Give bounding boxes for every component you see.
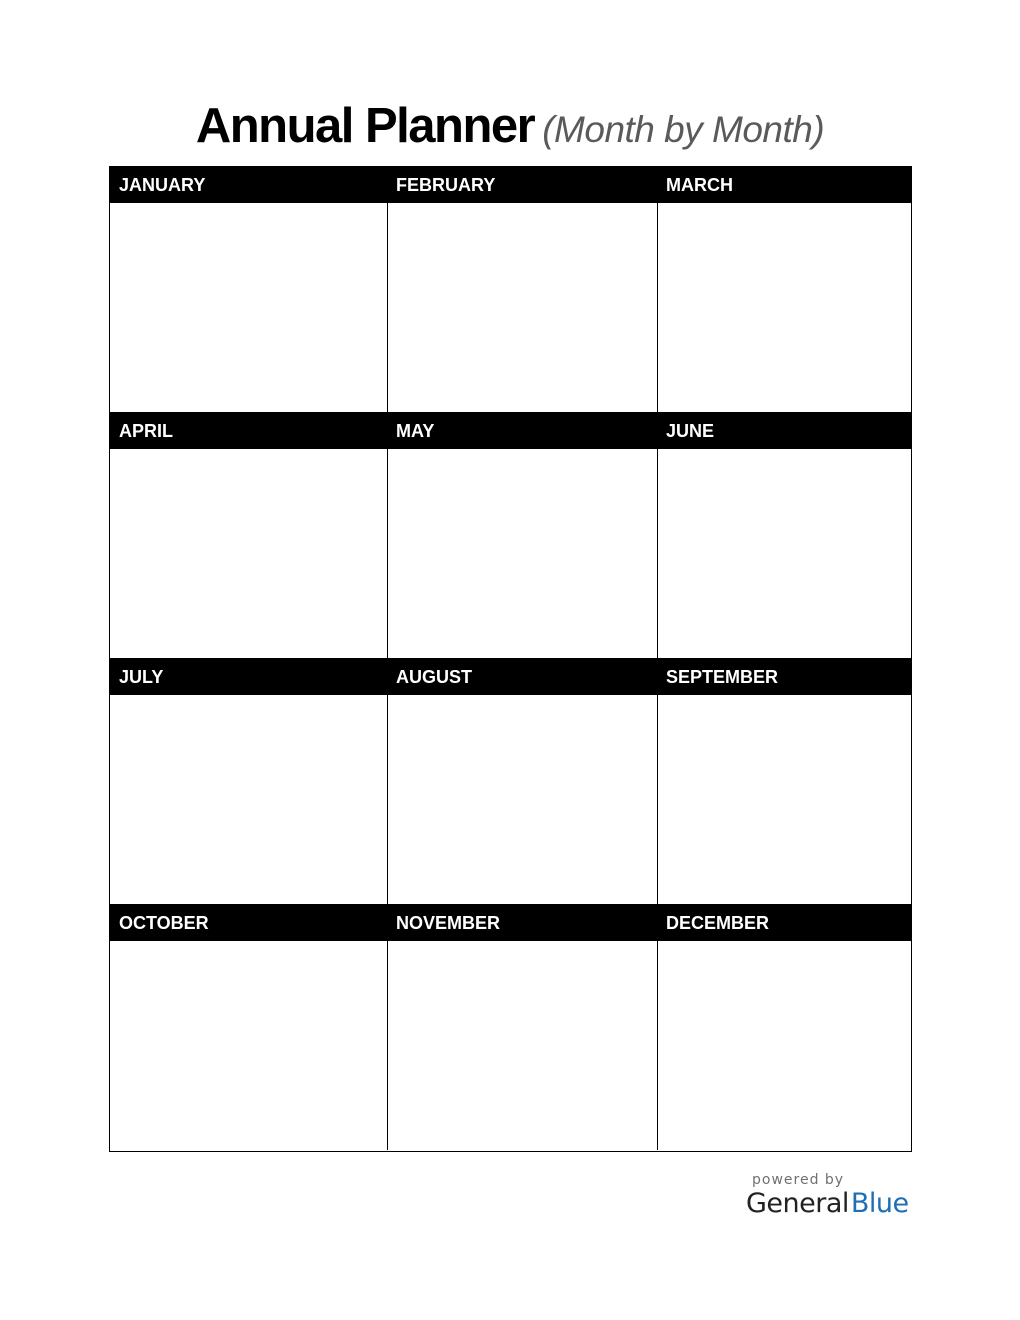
month-header — [387, 658, 657, 695]
month-notes-area[interactable] — [658, 695, 911, 904]
month-label: MAY — [396, 421, 435, 441]
month-row — [110, 904, 911, 1150]
month-cell-november — [387, 904, 657, 1150]
month-cell-december — [657, 904, 911, 1150]
month-cell-january — [110, 166, 387, 412]
month-header — [110, 658, 387, 695]
month-notes-area[interactable] — [110, 941, 387, 1150]
month-header — [110, 166, 387, 203]
month-label: NOVEMBER — [396, 913, 501, 933]
page-title — [0, 98, 1020, 154]
month-label: APRIL — [119, 421, 173, 441]
month-notes-area[interactable] — [388, 941, 657, 1150]
month-cell-october — [110, 904, 387, 1150]
month-cell-september — [657, 658, 911, 904]
month-notes-area[interactable] — [658, 941, 911, 1150]
brand-name-second: Blue — [850, 1188, 909, 1219]
month-notes-area[interactable] — [388, 695, 657, 904]
month-header — [110, 412, 387, 449]
month-row — [110, 658, 911, 904]
month-header — [657, 904, 911, 941]
month-row — [110, 412, 911, 658]
month-label: JULY — [119, 667, 164, 687]
title-main: Annual Planner — [195, 99, 535, 153]
month-notes-area[interactable] — [110, 449, 387, 658]
month-notes-area[interactable] — [110, 203, 387, 412]
powered-by-text: powered by — [752, 1172, 845, 1188]
month-header — [657, 166, 911, 203]
month-header — [110, 904, 387, 941]
month-label: JUNE — [666, 421, 715, 441]
month-label: JANUARY — [119, 175, 206, 195]
brand-logo — [746, 1188, 916, 1220]
month-cell-february — [387, 166, 657, 412]
month-label: SEPTEMBER — [666, 667, 779, 687]
month-label: FEBRUARY — [396, 175, 496, 195]
month-cell-august — [387, 658, 657, 904]
month-label: AUGUST — [396, 667, 472, 687]
month-header — [657, 412, 911, 449]
month-notes-area[interactable] — [388, 449, 657, 658]
month-header — [387, 412, 657, 449]
month-cell-june — [657, 412, 911, 658]
month-label: MARCH — [666, 175, 733, 195]
month-header — [387, 166, 657, 203]
month-header — [387, 904, 657, 941]
month-notes-area[interactable] — [658, 449, 911, 658]
footer-brand — [746, 1172, 916, 1220]
month-notes-area[interactable] — [110, 695, 387, 904]
month-cell-may — [387, 412, 657, 658]
month-grid — [109, 166, 912, 1152]
month-cell-july — [110, 658, 387, 904]
month-cell-april — [110, 412, 387, 658]
brand-name-first: General — [746, 1188, 849, 1219]
month-cell-march — [657, 166, 911, 412]
month-row — [110, 166, 911, 412]
month-label: DECEMBER — [666, 913, 770, 933]
month-label: OCTOBER — [119, 913, 209, 933]
month-header — [657, 658, 911, 695]
month-notes-area[interactable] — [388, 203, 657, 412]
month-notes-area[interactable] — [658, 203, 911, 412]
title-subtitle: (Month by Month) — [542, 109, 825, 150]
